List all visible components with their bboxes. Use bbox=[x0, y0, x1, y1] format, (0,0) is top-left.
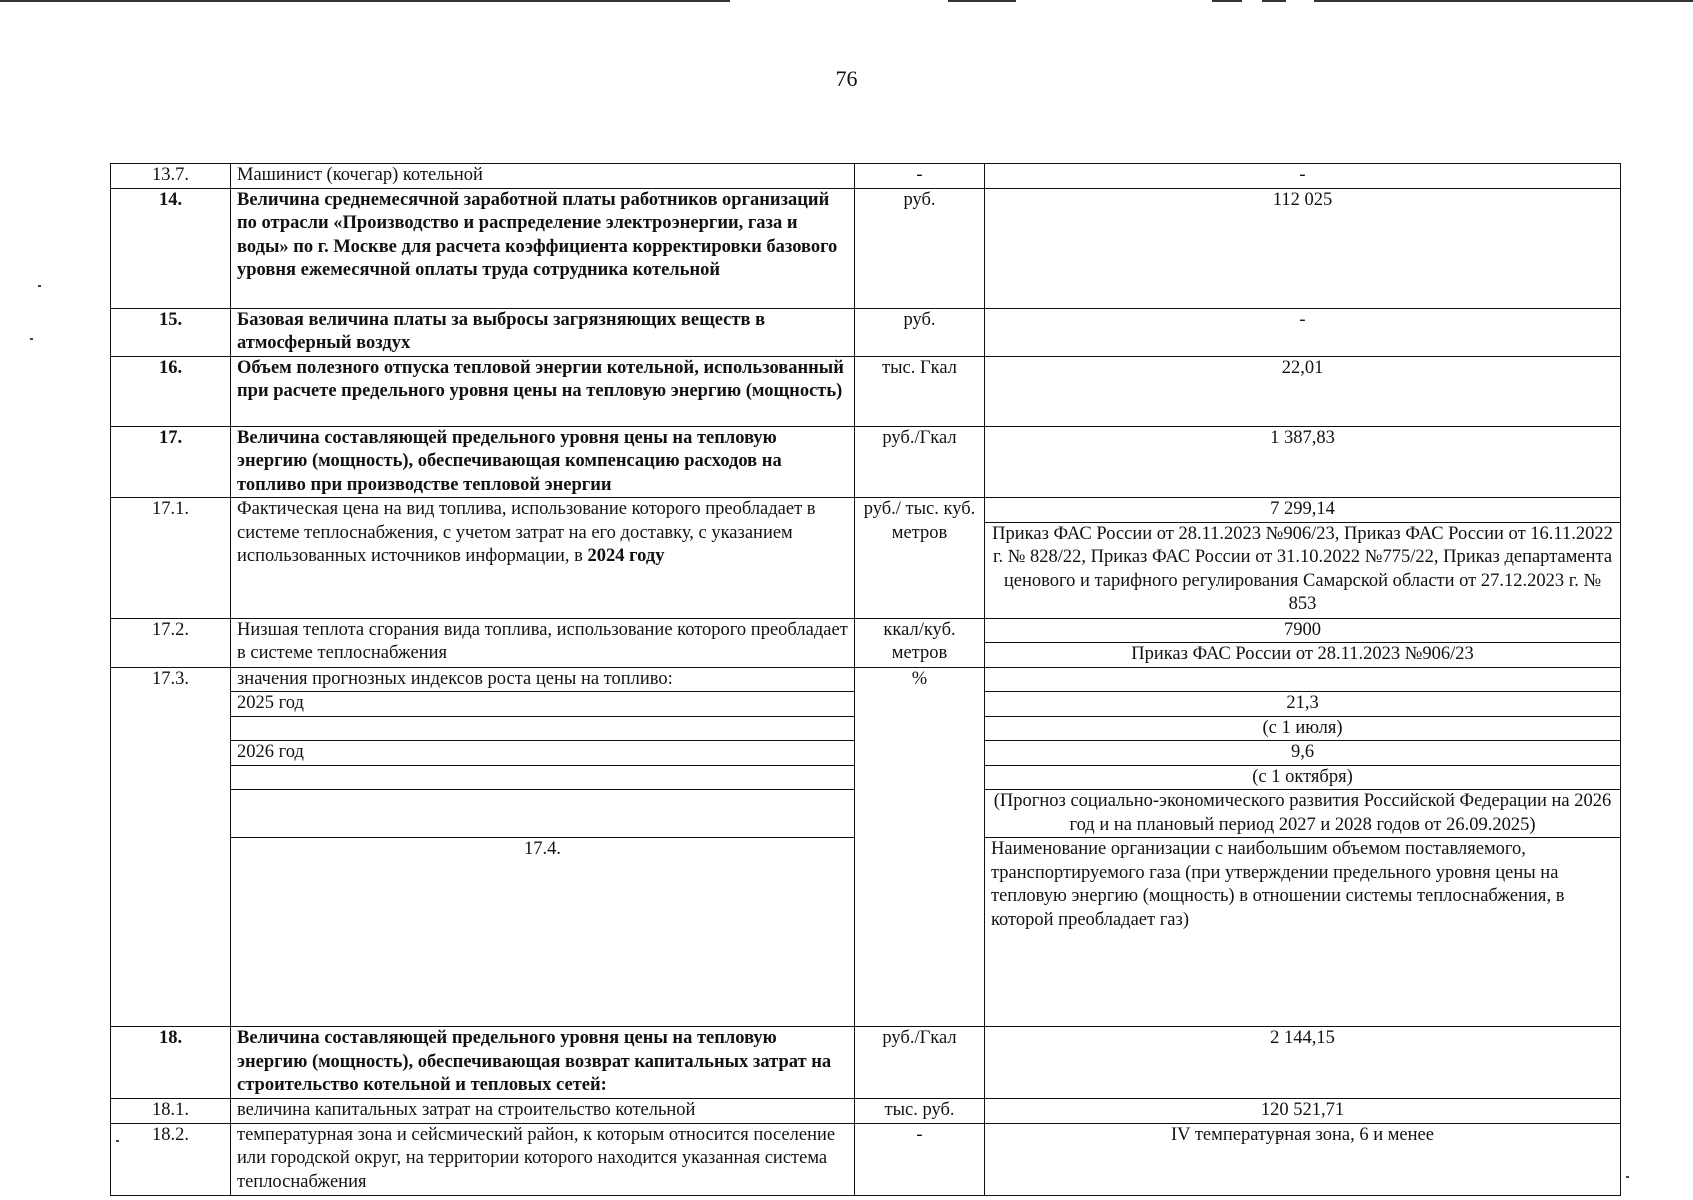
row-name: Величина среднемесячной заработной платы работников организаций по отрасли «Производство и распределение электроэнергии, газа и воды» по г. Москве для расчета коэффициента корректировки базового уровня ежемесячной оплаты труда сотрудника котельной bbox=[231, 188, 855, 308]
row-unit: руб. bbox=[855, 188, 985, 308]
table-row bbox=[111, 308, 1621, 356]
row-value: 7 299,14 bbox=[985, 498, 1621, 523]
row-name: Низшая теплота сгорания вида топлива, использование которого преобладает в системе теплоснабжения bbox=[231, 618, 855, 667]
row-name: Величина составляющей предельного уровня цены на тепловую энергию (мощность), обеспечивающая возврат капитальных затрат на строительство котельной и тепловых сетей: bbox=[231, 1027, 855, 1099]
row-name: Величина составляющей предельного уровня цены на тепловую энергию (мощность), обеспечивающая компенсацию расходов на топливо при производстве тепловой энергии bbox=[231, 426, 855, 498]
scan-edge-line bbox=[0, 0, 730, 2]
row-number: 17.2. bbox=[111, 618, 231, 667]
table-row bbox=[111, 356, 1621, 426]
row-number: 17. bbox=[111, 426, 231, 498]
scan-speck bbox=[30, 338, 33, 340]
row-unit: тыс. руб. bbox=[855, 1099, 985, 1124]
table-row bbox=[111, 618, 1621, 643]
row-number: 18. bbox=[111, 1027, 231, 1099]
row-unit: % bbox=[855, 667, 985, 1027]
row-name: значения прогнозных индексов роста цены на топливо: bbox=[231, 667, 855, 692]
row-source: Приказ ФАС России от 28.11.2023 №906/23, Приказ ФАС России от 16.11.2022 г. № 828/22, Приказ ФАС России от 31.10.2022 №775/22, Приказ департамента ценового и тарифного регулирования Самарской области от 27.12.2023 г. № 853 bbox=[985, 522, 1621, 618]
scan-edge-line bbox=[1212, 0, 1242, 2]
table-row bbox=[111, 426, 1621, 498]
page-number: 76 bbox=[835, 66, 858, 91]
row-name bbox=[231, 498, 855, 619]
row-name-text: Фактическая цена на вид топлива, использование которого преобладает в системе теплоснабжения, с учетом затрат на его доставку, с указанием использованных источников информации, в bbox=[237, 499, 816, 566]
table-row bbox=[111, 667, 1621, 692]
row-unit: - bbox=[855, 164, 985, 189]
row-number: 17.3. bbox=[111, 667, 231, 1027]
row-value: 112 025 bbox=[985, 188, 1621, 308]
row-number: 17.1. bbox=[111, 498, 231, 619]
row-number: 13.7. bbox=[111, 164, 231, 189]
row-value: 120 521,71 bbox=[985, 1099, 1621, 1124]
row-number: 18.1. bbox=[111, 1099, 231, 1124]
table-row bbox=[111, 498, 1621, 523]
row-number: 15. bbox=[111, 308, 231, 356]
row-name-empty bbox=[231, 765, 855, 790]
row-value: 1 387,83 bbox=[985, 426, 1621, 498]
row-name: Объем полезного отпуска тепловой энергии котельной, использованный при расчете предельного уровня цены на тепловую энергию (мощность) bbox=[231, 356, 855, 426]
row-number: 18.2. bbox=[111, 1123, 231, 1195]
row-value: 2 144,15 bbox=[985, 1027, 1621, 1099]
row-value: 22,01 bbox=[985, 356, 1621, 426]
row-number: 16. bbox=[111, 356, 231, 426]
row-note: (с 1 октября) bbox=[985, 765, 1621, 790]
table-row bbox=[111, 164, 1621, 189]
row-unit: тыс. Гкал bbox=[855, 356, 985, 426]
row-note: (с 1 июля) bbox=[985, 716, 1621, 741]
row-name: температурная зона и сейсмический район, к которым относится поселение или городской округ, на территории которого находится указанная система теплоснабжения bbox=[231, 1123, 855, 1195]
row-unit: руб./ тыс. куб. метров bbox=[855, 498, 985, 619]
row-source: (Прогноз социально-экономического развития Российской Федерации на 2026 год и на плановый период 2027 и 2028 годов от 26.09.2025) bbox=[985, 790, 1621, 838]
row-year: 2025 год bbox=[231, 692, 855, 717]
row-value-empty bbox=[985, 667, 1621, 692]
tariff-table bbox=[110, 163, 1621, 1196]
row-value: 7900 bbox=[985, 618, 1621, 643]
row-name-bold: 2024 году bbox=[587, 546, 665, 566]
row-name: Базовая величина платы за выбросы загрязняющих веществ в атмосферный воздух bbox=[231, 308, 855, 356]
scan-edge-line bbox=[1262, 0, 1286, 2]
row-name: Наименование организации с наибольшим объемом поставляемого, транспортируемого газа (при утверждении предельного уровня цены на тепловую энергию (мощность) в отношении системы теплоснабжения, в которой преобладает газ) bbox=[985, 838, 1621, 1027]
scan-speck bbox=[38, 285, 41, 287]
row-value: 9,6 bbox=[985, 741, 1621, 766]
scan-edge-line bbox=[948, 0, 1016, 2]
table-row bbox=[111, 188, 1621, 308]
row-name-empty bbox=[231, 716, 855, 741]
row-unit: руб./Гкал bbox=[855, 426, 985, 498]
row-number: 14. bbox=[111, 188, 231, 308]
row-value: IV температурная зона, 6 и менее bbox=[985, 1123, 1621, 1195]
row-name-empty bbox=[231, 790, 855, 838]
table-row bbox=[111, 1099, 1621, 1124]
row-value: - bbox=[985, 164, 1621, 189]
row-source: Приказ ФАС России от 28.11.2023 №906/23 bbox=[985, 643, 1621, 668]
row-unit: руб. bbox=[855, 308, 985, 356]
table-row bbox=[111, 1123, 1621, 1195]
table-row bbox=[111, 1027, 1621, 1099]
row-value: - bbox=[985, 308, 1621, 356]
row-name: величина капитальных затрат на строительство котельной bbox=[231, 1099, 855, 1124]
row-value: 21,3 bbox=[985, 692, 1621, 717]
scan-edge-line bbox=[1314, 0, 1693, 2]
row-name: Машинист (кочегар) котельной bbox=[231, 164, 855, 189]
row-unit: - bbox=[855, 1123, 985, 1195]
scan-speck bbox=[1626, 1176, 1629, 1178]
row-number: 17.4. bbox=[231, 838, 855, 1027]
row-unit: руб./Гкал bbox=[855, 1027, 985, 1099]
row-year: 2026 год bbox=[231, 741, 855, 766]
row-unit: ккал/куб. метров bbox=[855, 618, 985, 667]
